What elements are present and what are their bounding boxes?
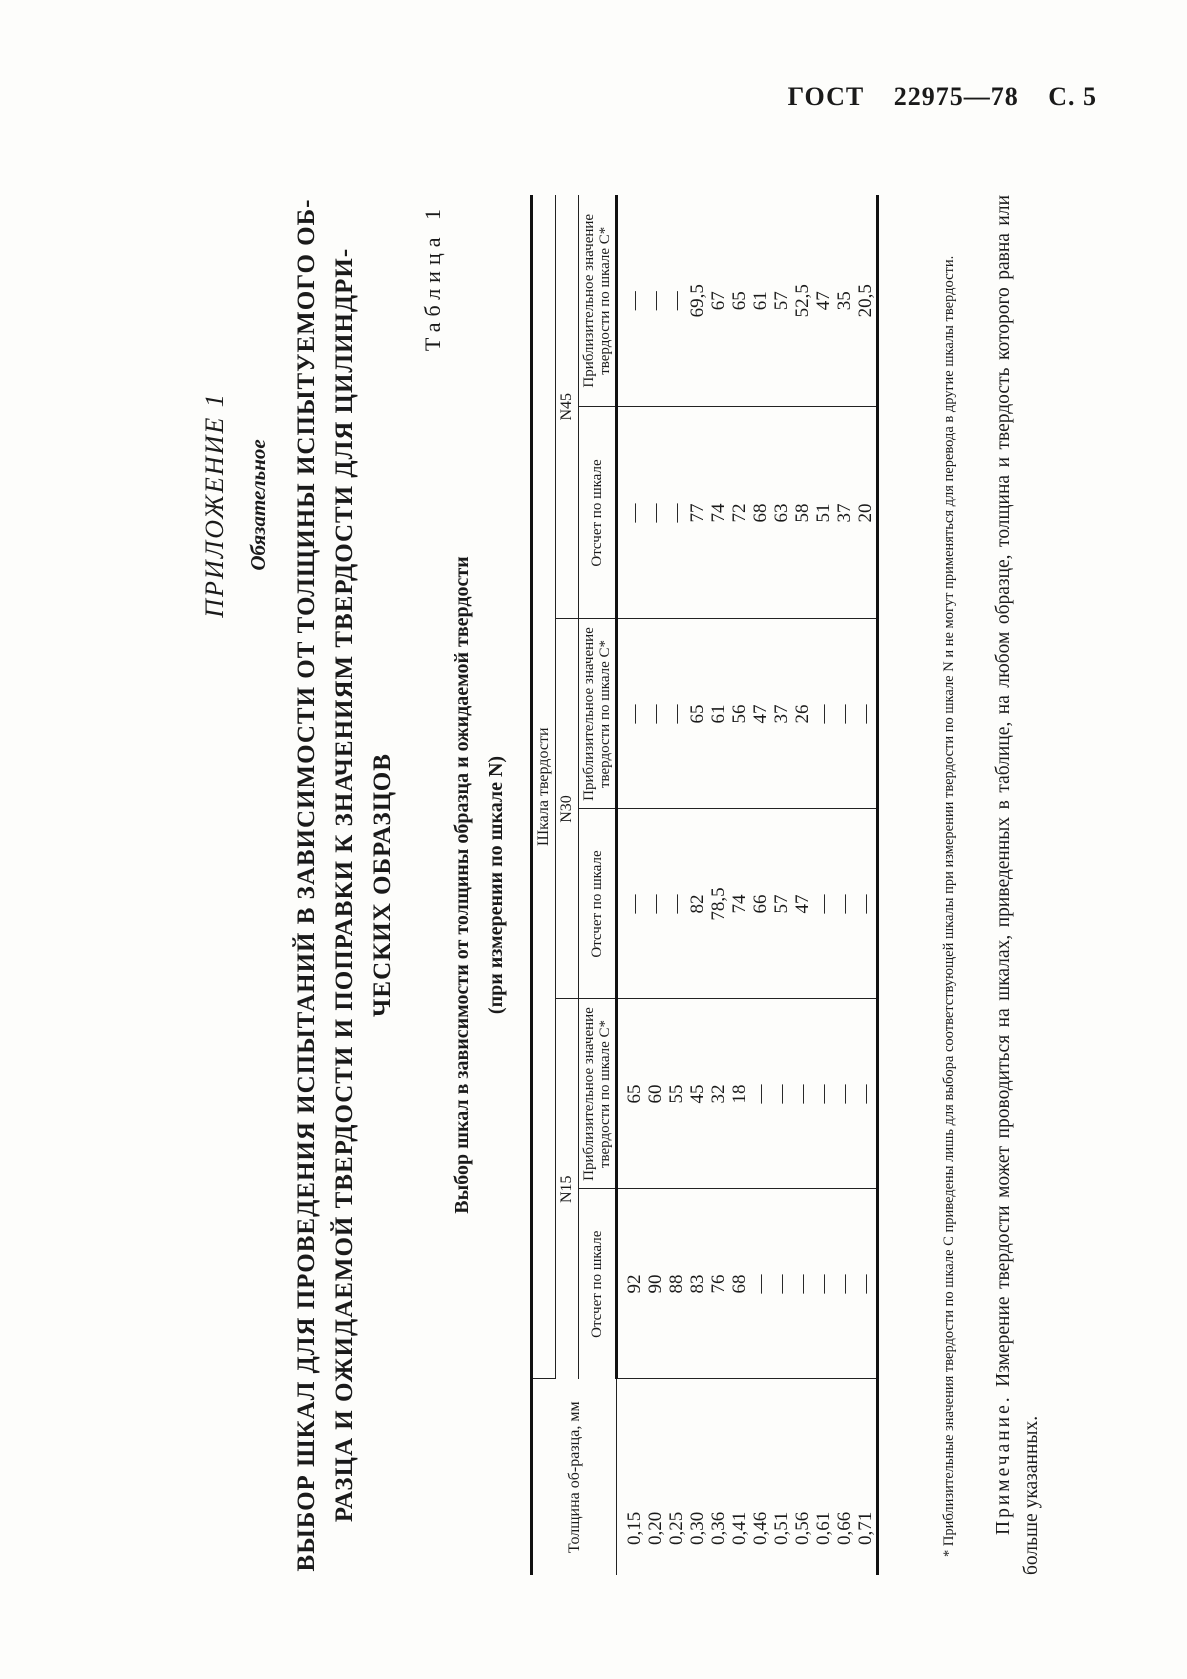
hardness-table [530, 195, 879, 1575]
header-thickness: Толщина об-разца, мм [532, 1379, 617, 1575]
value-cell: 77 [687, 407, 708, 619]
value-cell: — [855, 809, 878, 999]
value-cell: 83 [687, 1189, 708, 1379]
value-cell: 45 [687, 999, 708, 1189]
header-approx: Приблизительное значение твердости по шкале С* [579, 619, 617, 809]
header-scale-n30: N30 [556, 619, 579, 999]
value-cell: 55 [666, 999, 687, 1189]
thickness-cell: 0,71 [855, 1379, 878, 1575]
appendix-title: ПРИЛОЖЕНИЕ 1 [200, 392, 229, 618]
header-reading: Отсчет по шкале [579, 1189, 617, 1379]
value-cell: 68 [750, 407, 771, 619]
value-cell: 37 [834, 407, 855, 619]
value-cell: — [813, 619, 834, 809]
thickness-cell: 0,56 [792, 1511, 813, 1545]
value-cell: 88 [666, 1189, 687, 1379]
value-cell: — [617, 407, 646, 619]
page-number: С. 5 [1048, 82, 1097, 111]
value-cell: 20,5 [855, 195, 878, 407]
value-cell: 65 [729, 195, 750, 407]
value-cell: 65 [617, 999, 646, 1189]
table-row [855, 195, 878, 1575]
value-cell: 78,5 [708, 809, 729, 999]
table-row [750, 195, 771, 1575]
value-cell: — [855, 999, 878, 1189]
table-row [617, 195, 646, 1575]
value-cell: 56 [729, 619, 750, 809]
value-cell: 82 [687, 809, 708, 999]
value-cell: 65 [687, 619, 708, 809]
value-cell: — [617, 195, 646, 407]
value-cell: 26 [792, 619, 813, 809]
header-scale-n15: N15 [556, 999, 579, 1379]
thickness-cell: 0,15 [623, 1511, 645, 1545]
value-cell: 47 [813, 195, 834, 407]
table-row [666, 195, 687, 1575]
value-cell: 57 [771, 809, 792, 999]
value-cell: 47 [750, 619, 771, 809]
header-scale-group: Шкала твердости [532, 195, 556, 1379]
appendix-subtitle: Обязательное [246, 439, 270, 571]
table-row [834, 195, 855, 1575]
table-caption [445, 195, 513, 1575]
thickness-cell: 0,20 [645, 1511, 666, 1545]
thickness-cell: 0,66 [834, 1511, 855, 1545]
value-cell: — [666, 809, 687, 999]
value-cell: 90 [645, 1189, 666, 1379]
standard-label: ГОСТ [787, 82, 865, 111]
page-header [766, 82, 1097, 112]
value-cell: — [855, 1189, 878, 1379]
thickness-cell: 0,51 [771, 1511, 792, 1545]
table-row [687, 195, 708, 1575]
value-cell: — [645, 619, 666, 809]
thickness-cell: 0,46 [750, 1511, 771, 1545]
value-cell: — [813, 1189, 834, 1379]
table-row [813, 195, 834, 1575]
table-row [771, 195, 792, 1575]
value-cell: — [834, 1189, 855, 1379]
value-cell: 63 [771, 407, 792, 619]
header-reading: Отсчет по шкале [579, 407, 617, 619]
header-reading: Отсчет по шкале [579, 809, 617, 999]
value-cell: 76 [708, 1189, 729, 1379]
value-cell: — [645, 407, 666, 619]
header-scale-n45: N45 [556, 195, 579, 619]
title-line-3: ЧЕСКИХ ОБРАЗЦОВ [369, 753, 396, 1017]
value-cell: 37 [771, 619, 792, 809]
value-cell: 92 [617, 1189, 646, 1379]
value-cell: 74 [708, 407, 729, 619]
value-cell: 51 [813, 407, 834, 619]
header-approx: Приблизительное значение твердости по шкале С* [579, 999, 617, 1189]
thickness-cell: 0,36 [708, 1511, 729, 1545]
table-row [729, 195, 750, 1575]
value-cell: 69,5 [687, 195, 708, 407]
note-label: Примечание. [993, 1394, 1014, 1535]
value-cell: 35 [834, 195, 855, 407]
caption-line-1: Выбор шкал в зависимости от толщины образца и ожидаемой твердости [451, 556, 473, 1214]
value-cell: 61 [708, 619, 729, 809]
value-cell: — [666, 619, 687, 809]
value-cell: — [813, 999, 834, 1189]
thickness-cell: 0,25 [666, 1511, 687, 1545]
value-cell: — [813, 809, 834, 999]
value-cell: — [666, 407, 687, 619]
value-cell: 47 [792, 809, 813, 999]
thickness-cell: 0,41 [729, 1511, 750, 1545]
value-cell: 60 [645, 999, 666, 1189]
value-cell: — [617, 619, 646, 809]
caption-line-2: (при измерении по шкале N) [485, 755, 507, 1015]
header-approx: Приблизительное значение твердости по шкале С* [579, 195, 617, 407]
value-cell: — [792, 1189, 813, 1379]
value-cell: 52,5 [792, 195, 813, 407]
rotated-page-content [200, 194, 1042, 1575]
value-cell: — [792, 999, 813, 1189]
thickness-cell: 0,61 [813, 1511, 834, 1545]
note-text: Измерение твердости может проводиться на шкалах, приведенных в таблице, на любом образце, толщина и твердость которого равна или больше указанных. [993, 194, 1042, 1575]
value-cell: — [666, 195, 687, 407]
value-cell: — [834, 809, 855, 999]
value-cell: — [834, 619, 855, 809]
table-body [617, 195, 878, 1575]
value-cell: — [771, 999, 792, 1189]
value-cell: 57 [771, 195, 792, 407]
value-cell: — [855, 619, 878, 809]
table-number: Таблица 1 [420, 203, 445, 352]
value-cell: — [750, 1189, 771, 1379]
value-cell: — [645, 195, 666, 407]
thickness-cell: 0,30 [687, 1511, 708, 1545]
value-cell: 67 [708, 195, 729, 407]
value-cell: 18 [729, 999, 750, 1189]
value-cell: 74 [729, 809, 750, 999]
document-title [288, 195, 402, 1575]
table-row [792, 195, 813, 1575]
table-row [708, 195, 729, 1575]
value-cell: — [645, 809, 666, 999]
table-row [645, 195, 666, 1575]
value-cell: 20 [855, 407, 878, 619]
footnote: * Приблизительные значения твердости по шкале С приведены лишь для выбора соответствующей шкалы при измерении твердости по шкале N и не могут применяться для перевода в другие шкалы твердости. [941, 255, 957, 1557]
title-line-2: РАЗЦА И ОЖИДАЕМОЙ ТВЕРДОСТИ И ПОПРАВКИ К ЗНАЧЕНИЯМ ТВЕРДОСТИ ДЛЯ ЦИЛИНДРИ- [331, 247, 358, 1523]
title-line-1: ВЫБОР ШКАЛ ДЛЯ ПРОВЕДЕНИЯ ИСПЫТАНИЙ В ЗАВИСИМОСТИ ОТ ТОЛЩИНЫ ИСПЫТУЕМОГО ОБ- [293, 198, 320, 1572]
value-cell: 58 [792, 407, 813, 619]
value-cell: 68 [729, 1189, 750, 1379]
value-cell: — [617, 809, 646, 999]
value-cell: 32 [708, 999, 729, 1189]
value-cell: 72 [729, 407, 750, 619]
value-cell: 61 [750, 195, 771, 407]
value-cell: — [834, 999, 855, 1189]
appendix-heading [200, 195, 271, 815]
note [990, 195, 1046, 1575]
value-cell: 66 [750, 809, 771, 999]
standard-number: 22975—78 [893, 82, 1019, 111]
value-cell: — [771, 1189, 792, 1379]
value-cell: — [750, 999, 771, 1189]
